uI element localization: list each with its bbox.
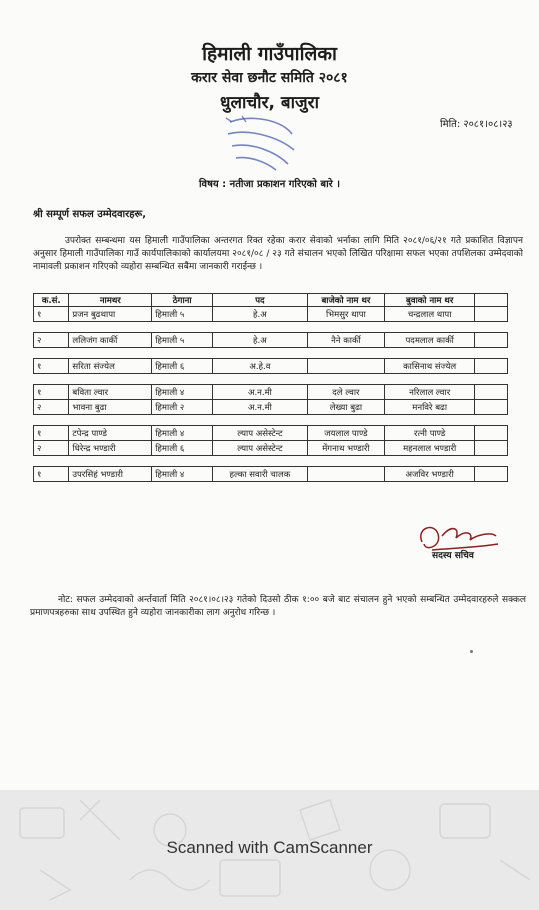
col-header-post: पद: [213, 294, 308, 307]
table-row: [34, 385, 508, 400]
location-title: धुलाचौर, बाजुरा: [220, 93, 319, 113]
cell-extra: [475, 359, 508, 374]
cell-post: हे.अ: [213, 307, 308, 322]
cell-father: मनविरे बढा: [385, 400, 475, 415]
cell-address: हिमाली ५: [152, 307, 213, 322]
cell-post: हे.अ: [213, 333, 308, 348]
cell-extra: [475, 400, 508, 415]
results-table: [33, 293, 508, 482]
table-row: [34, 333, 508, 348]
salutation: श्री सम्पूर्ण सफल उम्मेदवारहरू,: [33, 209, 147, 220]
cell-serial: १: [34, 385, 69, 400]
cell-father: महनलाल भण्डारी: [385, 441, 475, 456]
cell-post: ल्याप असेस्टेन्ट: [213, 426, 308, 441]
cell-address: हिमाली ४: [152, 385, 213, 400]
table-row: [34, 441, 508, 456]
col-header-grandfather: बाजेको नाम थर: [307, 294, 384, 307]
cell-extra: [475, 441, 508, 456]
table-spacer-row: [34, 415, 508, 426]
cell-father: चन्द्रलाल थापा: [385, 307, 475, 322]
cell-grandfather: भिमसुर थापा: [307, 307, 384, 322]
table-header-row: [34, 294, 508, 307]
cell-extra: [475, 467, 508, 482]
cell-grandfather: लेख्या बुढा: [307, 400, 384, 415]
cell-extra: [475, 307, 508, 322]
cell-serial: २: [34, 400, 69, 415]
note-paragraph: नोट: सफल उम्मेदवाको अर्न्तवार्ता मिति २०८१।०८।२३ गतेको दिउसो ठीक १:०० बजे बाट संचालन हुने भएको सम्बन्धित उम्मेदवारहरुले सक्कल प्रमाणपत्रहरुका साथ उपस्थित हुने व्यहोरा जानकारीका लाग अनुरोध गरिन्छ ।: [30, 595, 526, 618]
camscanner-label: Scanned with CamScanner: [166, 838, 373, 857]
cell-father: रत्नी पाण्डे: [385, 426, 475, 441]
cell-address: हिमाली ६: [152, 441, 213, 456]
cell-grandfather: [307, 359, 384, 374]
table-row: [34, 400, 508, 415]
scan-speck: [470, 650, 473, 653]
cell-name: उपरसिहं भण्डारी: [69, 467, 152, 482]
cell-grandfather: मेंगनाथ भण्डारी: [307, 441, 384, 456]
cell-name: भावना बुढा: [69, 400, 152, 415]
cell-father: पदमलाल कार्की: [385, 333, 475, 348]
body-paragraph: उपरोक्त सम्बन्धमा यस हिमाली गाउँपालिका अन्तरगत रिक्त रहेका करार सेवाको भर्नाका लागि मिति २०८१/०६/२१ गते प्रकाशित विज्ञापन अनुसार हिमाली गाउँपालिका गाउँ कार्यपालिकाको कार्यालयमा २०८१/०८ / २३ गते संचालन भएको लिखित परिक्षामा सफल भएका तपशिलका उम्मेदवाको नामावली प्रकाशन गरिएको व्यहोरा सम्बन्धित सबैमा जानकारी गराईन्छ ।: [33, 236, 523, 272]
table-spacer-row: [34, 456, 508, 467]
col-header-address: ठेगाना: [152, 294, 213, 307]
table-spacer-row: [34, 374, 508, 385]
cell-post: हल्का सवारी चालक: [213, 467, 308, 482]
signatory-title: सदस्य सचिव: [432, 551, 474, 561]
cell-post: अ.न.मी: [213, 400, 308, 415]
committee-title: करार सेवा छनौट समिति २०८१: [191, 70, 348, 86]
subject-line: विषय : नतीजा प्रकाशन गरिएको बारे ।: [198, 179, 341, 190]
cell-post: ल्याप असेस्टेन्ट: [213, 441, 308, 456]
cell-address: हिमाली ४: [152, 467, 213, 482]
col-header-extra: [475, 294, 508, 307]
table-spacer-row: [34, 348, 508, 359]
cell-address: हिमाली ४: [152, 426, 213, 441]
cell-name: प्रजन बुढथापा: [69, 307, 152, 322]
table-row: [34, 467, 508, 482]
table-spacer-row: [34, 322, 508, 333]
col-header-father: बुवाको नाम थर: [385, 294, 475, 307]
cell-name: टपेन्द्र पाण्डे: [69, 426, 152, 441]
cell-post: अ.हे.व: [213, 359, 308, 374]
cell-serial: १: [34, 426, 69, 441]
cell-serial: १: [34, 467, 69, 482]
col-header-name: नामथर: [69, 294, 152, 307]
cell-address: हिमाली २: [152, 400, 213, 415]
table-row: [34, 307, 508, 322]
cell-name: धिरेन्द्र भण्डारी: [69, 441, 152, 456]
col-header-serial: क.सं.: [34, 294, 69, 307]
cell-address: हिमाली ५: [152, 333, 213, 348]
cell-serial: २: [34, 333, 69, 348]
table-row: [34, 426, 508, 441]
cell-father: अजविर भण्डारी: [385, 467, 475, 482]
cell-grandfather: [307, 467, 384, 482]
cell-father: नरिलाल ल्वार: [385, 385, 475, 400]
municipality-title: हिमाली गाउँपालिका: [202, 43, 337, 65]
cell-extra: [475, 385, 508, 400]
cell-post: अ.न.मी: [213, 385, 308, 400]
cell-grandfather: नैने कार्की: [307, 333, 384, 348]
cell-grandfather: दले ल्वार: [307, 385, 384, 400]
cell-serial: २: [34, 441, 69, 456]
cell-extra: [475, 426, 508, 441]
cell-serial: १: [34, 307, 69, 322]
cell-name: ललिजंग कार्की: [69, 333, 152, 348]
cell-serial: १: [34, 359, 69, 374]
cell-address: हिमाली ६: [152, 359, 213, 374]
cell-extra: [475, 333, 508, 348]
cell-name: बविता ल्वार: [69, 385, 152, 400]
cell-name: सरिता संज्येल: [69, 359, 152, 374]
letter-date: मिति: २०८१।०८।२३: [440, 119, 513, 130]
cell-grandfather: जयलाल पाण्डे: [307, 426, 384, 441]
office-stamp-icon: [222, 112, 302, 172]
cell-father: कासिनाथ संज्येल: [385, 359, 475, 374]
table-row: [34, 359, 508, 374]
